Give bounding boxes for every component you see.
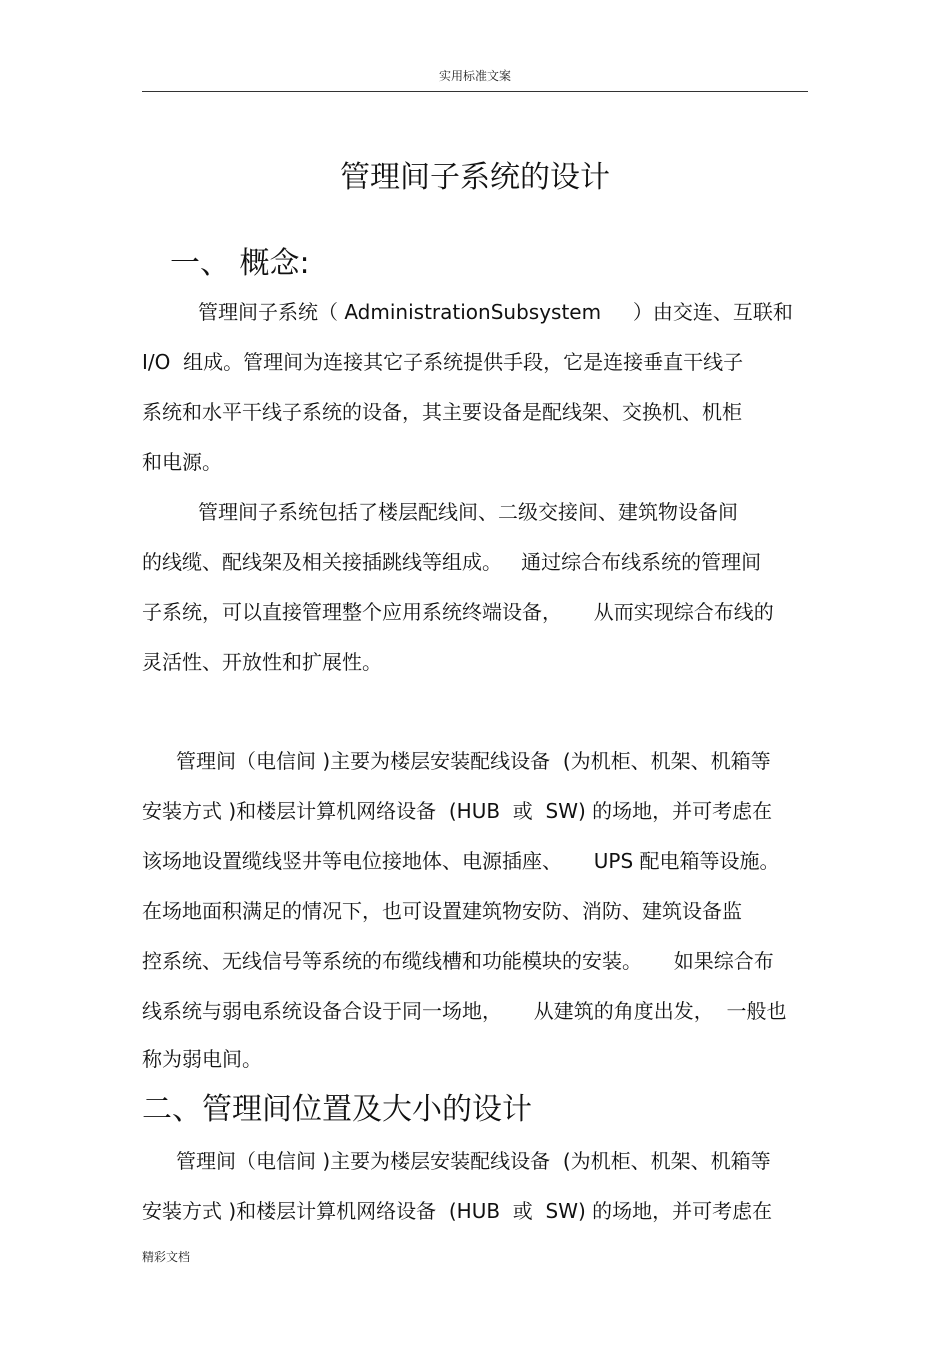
header-divider [142,91,808,92]
paragraph-line: 控系统、无线信号等系统的布缆线槽和功能模块的安装。 如果综合布 [142,949,774,973]
paragraph-line: I/O 组成。管理间为连接其它子系统提供手段，它是连接垂直干线子 [142,350,744,374]
paragraph-line: 线系统与弱电系统设备合设于同一场地， 从建筑的角度出发， 一般也 [142,999,787,1023]
page-footer: 精彩文档 [142,1250,191,1264]
paragraph-line: 在场地面积满足的情况下，也可设置建筑物安防、消防、建筑设备监 [142,899,742,923]
paragraph-line: 管理间子系统包括了楼层配线间、二级交接间、建筑物设备间 [198,500,738,524]
paragraph-line: 安装方式 )和楼层计算机网络设备 (HUB 或 SW) 的场地，并可考虑在 [142,1199,773,1223]
paragraph-line: 子系统，可以直接管理整个应用系统终端设备， 从而实现综合布线的 [142,600,774,624]
paragraph-line: 和电源。 [142,450,222,474]
paragraph-line: 管理间（电信间 )主要为楼层安装配线设备 (为机柜、机架、机箱等 [176,749,771,773]
paragraph-line: 该场地设置缆线竖井等电位接地体、电源插座、 UPS 配电箱等设施。 [142,849,780,873]
page-header: 实用标准文案 [438,69,511,83]
paragraph-line: 的线缆、配线架及相关接插跳线等组成。 通过综合布线系统的管理间 [142,550,762,574]
paragraph-line: 安装方式 )和楼层计算机网络设备 (HUB 或 SW) 的场地，并可考虑在 [142,799,773,823]
paragraph-line: 系统和水平干线子系统的设备，其主要设备是配线架、交换机、机柜 [142,400,742,424]
paragraph-line: 管理间（电信间 )主要为楼层安装配线设备 (为机柜、机架、机箱等 [176,1149,771,1173]
section-heading-location-size: 二、管理间位置及大小的设计 [142,1092,532,1127]
paragraph-line: 管理间子系统（ AdministrationSubsystem ）由交连、互联和 [198,300,793,324]
section-heading-concept: 一、 概念: [170,246,310,281]
paragraph-line: 灵活性、开放性和扩展性。 [142,650,382,674]
document-title: 管理间子系统的设计 [340,160,610,195]
paragraph-line: 称为弱电间。 [142,1047,262,1071]
